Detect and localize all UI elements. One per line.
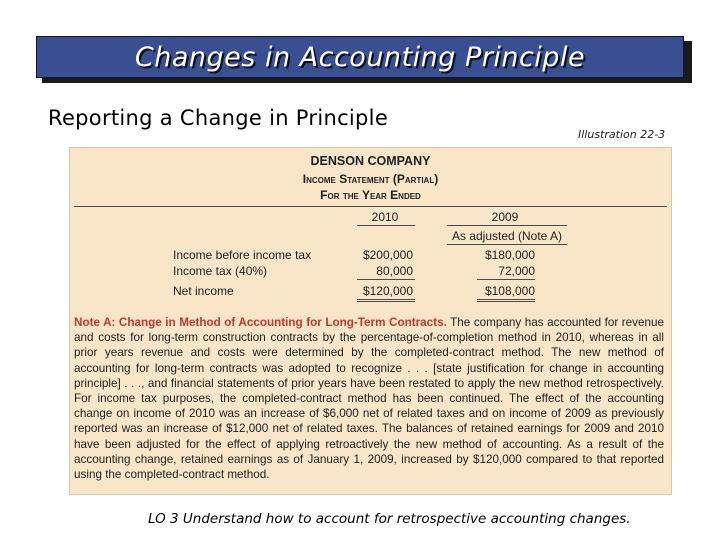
- column-rule-2009: [447, 225, 567, 226]
- value-2009-net-income: $108,000: [484, 284, 535, 298]
- title-banner: [36, 36, 684, 78]
- row-label-income-tax: Income tax (40%): [173, 264, 268, 278]
- income-statement-panel: [69, 147, 672, 495]
- value-2009-income-before-tax: $180,000: [484, 248, 535, 262]
- total-rule-2009: [477, 299, 535, 302]
- value-2010-income-before-tax: $200,000: [362, 248, 413, 262]
- row-label-income-before-tax: Income before income tax: [173, 248, 312, 262]
- illustration-label: Illustration 22-3: [578, 128, 666, 141]
- column-note-2009: As adjusted (Note A): [451, 229, 563, 243]
- value-2009-income-tax: 72,000: [498, 264, 535, 278]
- statement-name: Income Statement (Partial): [302, 172, 439, 186]
- value-2010-income-tax: 80,000: [376, 264, 413, 278]
- note-a: [74, 315, 664, 482]
- slide-title: Changes in Accounting Principle: [134, 41, 586, 73]
- header-divider: [74, 206, 667, 207]
- company-name: DENSON COMPANY: [310, 154, 431, 168]
- column-header-2009: 2009: [491, 210, 519, 224]
- note-a-heading: Note A: Change in Method of Accounting for Long-Term Contracts.: [74, 316, 447, 329]
- column-header-2010: 2010: [371, 210, 399, 224]
- column-note-rule: [447, 244, 567, 245]
- total-rule-2010: [357, 299, 415, 302]
- note-a-body: The company has accounted for revenue and costs for long-term construction contracts by the percentage-of-completion method in 2010, whereas in all prior years revenue and costs were determined by the completed-contract method. The new method of accounting for long-term contracts was adopted to recognize . . . [state justification for change in accounting principle] . . ., and financial statements of prior years have been restated to apply the new method retrospectively. For income tax purposes, the completed-contract method has been continued. The effect of the accounting change on income of 2010 was an increase of $6,000 net of related taxes and on income of 2009 as previously reported was an increase of $12,000 net of related taxes. The balances of retained earnings for 2009 and 2010 have been adjusted for the effect of applying retroactively the new method of accounting. As a result of the accounting change, retained earnings as of January 1, 2009, increased by $120,000 compared to that reported using the completed-contract method.: [74, 316, 665, 482]
- subtotal-rule-2009: [477, 279, 535, 280]
- learning-objective-footer: LO 3 Understand how to account for retrospective accounting changes.: [148, 511, 631, 527]
- row-label-net-income: Net income: [173, 284, 234, 298]
- subtotal-rule-2010: [357, 279, 415, 280]
- slide-subtitle: Reporting a Change in Principle: [48, 106, 389, 130]
- value-2010-net-income: $120,000: [362, 284, 413, 298]
- column-rule-2010: [357, 225, 415, 226]
- statement-period: For the Year Ended: [320, 188, 421, 202]
